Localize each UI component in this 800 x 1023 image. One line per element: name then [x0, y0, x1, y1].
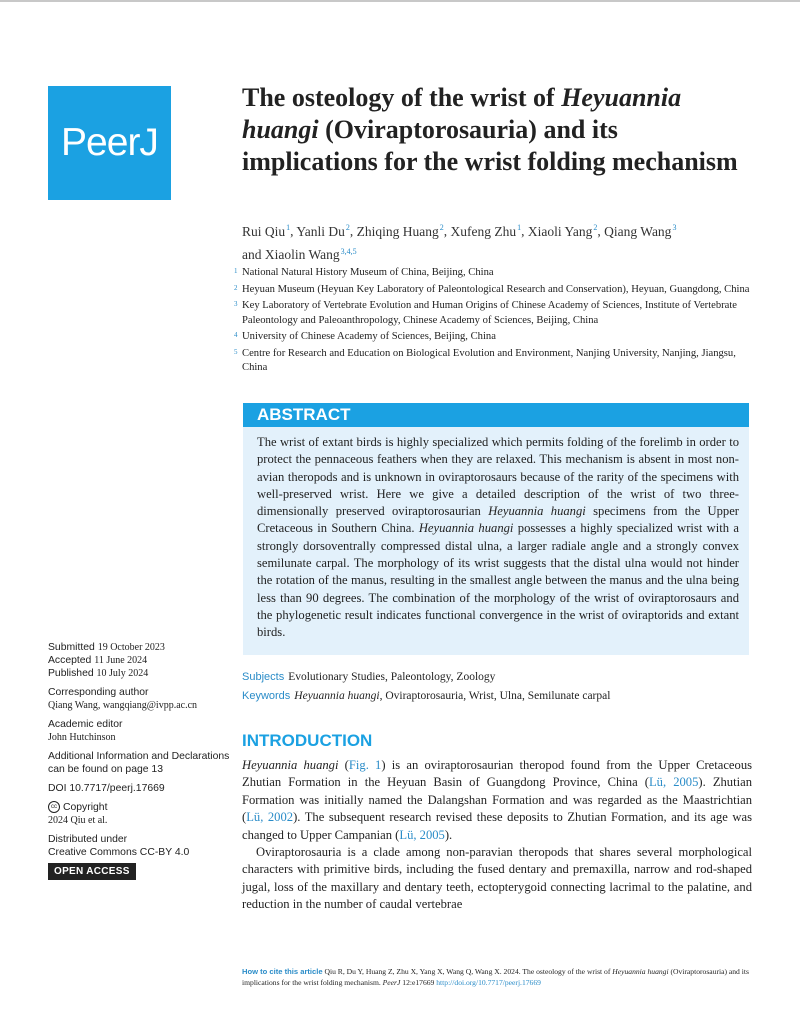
copyright-value: 2024 Qiu et al. — [48, 815, 108, 826]
introduction-heading: INTRODUCTION — [242, 731, 373, 750]
submitted-label: Submitted — [48, 642, 95, 653]
affiliation-text: Heyuan Museum (Heyuan Key Laboratory of Paleontological Research and Conservation), Heyuan, Guangdong, China — [242, 283, 750, 295]
logo-text: PeerJ — [61, 121, 158, 164]
intro-species: Heyuannia huangi — [242, 758, 339, 772]
academic-editor-value: John Hutchinson — [48, 732, 116, 743]
corresponding-author-label: Corresponding author — [48, 687, 149, 698]
affiliation-text: Key Laboratory of Vertebrate Evolution and Human Origins of Chinese Academy of Sciences, Institute of Vertebrate Paleontology and Paleoanthropology, Chinese Academy of Sciences, Beijing, China — [242, 300, 738, 326]
keywords-line — [242, 690, 610, 702]
page-top-border — [0, 0, 800, 2]
copyright-line — [48, 801, 233, 814]
cite-label: How to cite this article — [242, 967, 323, 976]
abstract-species-1: Heyuannia huangi — [488, 504, 586, 519]
published-label: Published — [48, 668, 94, 679]
author-affil-sup: 2 — [345, 223, 350, 232]
abstract-text-3: possesses a highly specialized wrist with a strongly dorsoventrally compressed distal ulna, a larger radiale angle and a strongly convex semilunate carpal. The morphology of its wrist suggests that the distal ulna would not hinder the rotation of the manus, resulting in the smallest angle between the manus and the ulna being less than 90 degrees. The combination of the morphology of the wrist of oviraptorosaurs and the phylogenetic result indicates functional convergence in the wrist of oviraptorids and extant birds. — [257, 521, 739, 640]
author[interactable] — [242, 247, 357, 262]
keywords-species: Heyuannia huangi — [294, 690, 380, 702]
subjects-value[interactable]: Evolutionary Studies, Paleontology, Zoology — [288, 671, 496, 683]
cite-doi-link[interactable]: http://doi.org/10.7717/peerj.17669 — [436, 978, 541, 987]
author[interactable] — [528, 224, 598, 239]
affiliation-number: 1 — [234, 267, 238, 275]
author-sep: , — [290, 223, 297, 239]
cite-journal: PeerJ — [382, 978, 401, 987]
license-block — [48, 833, 233, 880]
license-link[interactable]: Creative Commons CC-BY 4.0 — [48, 847, 190, 858]
intro-text: ). — [444, 827, 453, 842]
copyright-label: Copyright — [63, 802, 108, 813]
author-affil-sup: 2 — [439, 223, 444, 232]
affiliation-number: 5 — [234, 347, 238, 356]
doi[interactable]: DOI 10.7717/peerj.17669 — [48, 783, 165, 794]
author-name: Zhiqing Huang — [356, 223, 439, 239]
title-species: Heyuannia huangi — [242, 83, 682, 144]
keywords-label: Keywords — [242, 690, 291, 702]
accepted-line — [48, 654, 233, 667]
abstract-text-1: The wrist of extant birds is highly specialized which permits folding of the forelimb in order to protect the pennaceous feathers when they are relaxed. This mechanism is absent in most non-avian theropods and is unknown in oviraptorosaurs because of the rarity of the specimens with well-preserved wrist. Here we give a detailed description of the wrist of two three-dimensionally preserved oviraptorosaurian — [257, 435, 739, 519]
author-affil-sup: 2 — [593, 223, 598, 232]
academic-editor-label: Academic editor — [48, 719, 123, 730]
subjects-line — [242, 671, 495, 683]
affiliation-text: National Natural History Museum of China, Beijing, China — [242, 267, 494, 278]
author[interactable] — [451, 224, 522, 239]
author-list — [242, 218, 762, 265]
intro-paragraph-2: Oviraptorosauria is a clade among non-paravian theropods that shares several morphological characters with primitive birds, including the fused dentary and premaxilla, narrow and rod-shaped jugal, loss of the maxillary and dentary teeth, ectopterygoid connecting lacrimal to the palatine, and reduction in the number of caudal vertebrae — [242, 845, 752, 912]
submitted-date: 19 October 2023 — [97, 642, 165, 653]
author-name: and Xiaolin Wang — [242, 247, 340, 262]
author-name: Qiang Wang — [604, 223, 672, 239]
cite-species: Heyuannia huangi — [612, 967, 669, 976]
author-name: Xufeng Zhu — [450, 223, 517, 239]
author-affil-sup: 1 — [517, 223, 522, 232]
intro-paragraph-1 — [242, 757, 752, 844]
submitted-line — [48, 641, 233, 654]
paper-title — [242, 82, 752, 178]
additional-info-note[interactable]: Additional Information and Declarations can be found on page 13 — [48, 751, 230, 775]
accepted-date: 11 June 2024 — [94, 655, 148, 666]
author[interactable] — [242, 224, 290, 239]
author-sep: , — [521, 223, 528, 239]
author-name: Rui Qiu — [242, 223, 286, 239]
author[interactable] — [357, 224, 444, 239]
open-access-badge: OPEN ACCESS — [48, 863, 136, 880]
keywords-value: , Oviraptorosauria, Wrist, Ulna, Semilunate carpal — [379, 690, 611, 702]
cite-text: (Oviraptorosauria) and its implications for the wrist folding mechanism. — [242, 967, 749, 987]
abstract-species-2: Heyuannia huangi — [418, 521, 514, 536]
abstract-text — [257, 434, 739, 642]
corresponding-author-block — [48, 686, 233, 712]
affiliation-number: 3 — [234, 300, 238, 308]
title-part-2: (Oviraptorosauria) and its implications for the wrist folding mechanism — [242, 115, 738, 176]
intro-text: ( — [338, 758, 349, 772]
affiliation-text: University of Chinese Academy of Sciences, Beijing, China — [242, 331, 496, 342]
cite-text: 12:e17669 — [400, 978, 437, 987]
citation-link-lu-2005[interactable]: Lü, 2005 — [648, 775, 699, 790]
intro-text: ). Zhutian Formation was initially named the Dalangshan Formation and was regarded as the Maastrichtian ( — [242, 775, 752, 825]
author-affil-sup: 3 — [672, 223, 677, 232]
published-date: 10 July 2024 — [96, 668, 149, 679]
introduction-body — [242, 757, 752, 914]
article-info-sidebar — [48, 641, 233, 886]
figure-1-link[interactable]: Fig. 1 — [348, 758, 382, 772]
dates-block — [48, 641, 233, 680]
cite-text: Qiu R, Du Y, Huang Z, Zhu X, Yang X, Wang Q, Wang X. 2024. The osteology of the wrist of — [322, 967, 613, 976]
citation-link-lu-2002[interactable]: Lü, 2002 — [246, 810, 294, 825]
creative-commons-icon: cc — [48, 801, 60, 813]
academic-editor-block — [48, 718, 233, 744]
author-sep: , — [349, 223, 357, 239]
published-line — [48, 667, 233, 680]
peerj-logo — [48, 86, 171, 200]
citation-link-lu-2005-b[interactable]: Lü, 2005 — [399, 827, 445, 842]
affiliation-number: 4 — [234, 331, 238, 339]
title-part-1: The osteology of the wrist of — [242, 83, 562, 112]
author-sep: , — [443, 223, 451, 239]
abstract-heading: ABSTRACT — [243, 403, 749, 427]
affiliation — [234, 283, 754, 298]
affiliation-text: Centre for Research and Education on Biological Evolution and Environment, Nanjing University, Nanjing, Jiangsu, China — [242, 347, 736, 373]
author-affil-sup: 1 — [286, 223, 291, 232]
author-affil-sup: 3,4,5 — [340, 246, 357, 256]
distributed-label: Distributed under — [48, 834, 128, 845]
intro-text: ). The subsequent research revised these deposits to Zhutian Formation, and its age was changed to Upper Campanian ( — [242, 810, 752, 842]
corresponding-author-value[interactable]: Qiang Wang, wangqiang@ivpp.ac.cn — [48, 700, 198, 711]
affiliation-list — [234, 266, 754, 378]
accepted-label: Accepted — [48, 655, 92, 666]
abstract-box — [243, 427, 749, 655]
subjects-label: Subjects — [242, 671, 285, 683]
affiliation-number: 2 — [234, 283, 238, 292]
author-sep: , — [597, 223, 605, 239]
author-name: Xiaoli Yang — [527, 223, 593, 239]
author[interactable] — [604, 224, 676, 239]
affiliation — [234, 266, 754, 281]
author-name: Yanli Du — [296, 223, 345, 239]
affiliation — [234, 347, 754, 376]
intro-text: ) is an oviraptorosaurian theropod found from the Upper Cretaceous Zhutian Formation in the Heyuan Basin of Guangdong Province, China ( — [242, 758, 753, 790]
copyright-block — [48, 801, 233, 827]
affiliation — [234, 299, 754, 328]
abstract-text-2: specimens from the Upper Cretaceous in Southern China. — [257, 504, 739, 536]
author[interactable] — [296, 224, 350, 239]
how-to-cite — [242, 966, 762, 988]
affiliation — [234, 330, 754, 345]
